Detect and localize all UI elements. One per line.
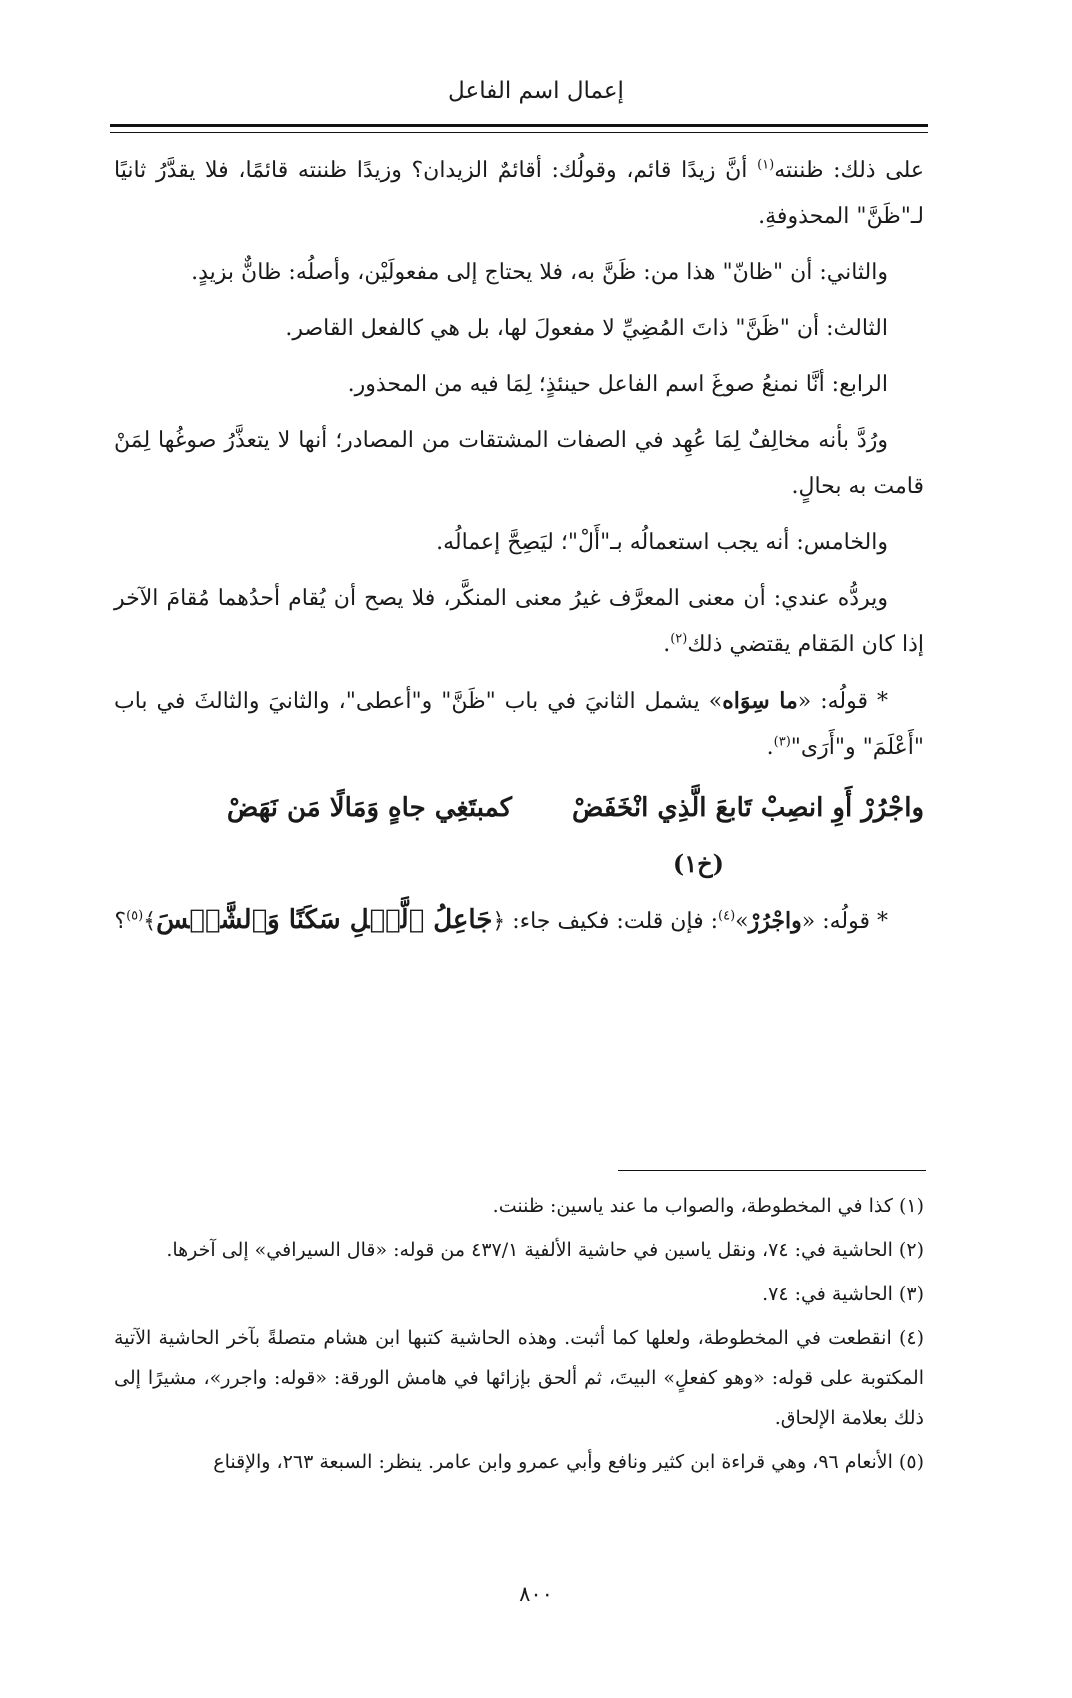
main-text — [114, 148, 924, 955]
paragraph: والخامس: أنه يجب استعمالُه بـ"أَلْ"؛ ليَصِحَّ إعمالُه. — [436, 530, 888, 555]
footnote-ref[interactable]: (٢) — [670, 631, 688, 647]
footnote: (٢) الحاشية في: ٧٤، ونقل ياسين في حاشية الألفية ٤٣٧/١ من قوله: «قال السيرافي» إلى آخرها. — [166, 1239, 924, 1261]
quote-paragraph: * قولُه: «واجْرُرْ»$^{(٤)}$: فإن قلت: فكيف جاء: ﴿جَاعِلُ ٱلَّيۡلِ سَكَنًا وَٱلشَّمۡسَ﴾$^{(٥)}$؟ — [114, 905, 888, 935]
page-number: ٨٠٠ — [519, 1582, 553, 1606]
footnote-ref[interactable]: (٤) — [718, 908, 736, 924]
paragraph: والثاني: أن "ظانّ" هذا من: ظَنَّ به، فلا يحتاج إلى مفعولَيْن، وأصلُه: ظانٌّ بزيدٍ. — [191, 260, 888, 285]
verse-code: (خ١) — [672, 849, 724, 878]
footnote: (٣) الحاشية في: ٧٤. — [762, 1283, 924, 1305]
header-rule-thin — [110, 132, 928, 133]
paragraph: الثالث: أن "ظَنَّ" ذاتَ المُضِيِّ لا مفعولَ لها، بل هي كالفعل القاصر. — [285, 316, 888, 341]
quran-verse: جَاعِلُ ٱلَّيۡلِ سَكَنًا وَٱلشَّمۡسَ — [156, 905, 493, 935]
paragraph: على ذلك: ظننته$^{(١)}$ أنَّ زيدًا قائم، وقولُك: أقائمٌ الزيدان؟ وزيدًا ظننته قائمًا، فلا يقدَّرُ ثانيًا لـ"ظَنَّ" المحذوفةِ. — [114, 157, 924, 229]
paragraph: الرابع: أنَّا نمنعُ صوغَ اسم الفاعل حينئذٍ؛ لِمَا فيه من المحذور. — [347, 372, 888, 397]
footnote-separator — [618, 1170, 926, 1171]
header-rule-thick — [110, 124, 928, 127]
verse-hemistich-first: واجْرُرْ أَوِ انصِبْ تَابعَ الَّذِي انْخَفَضْ — [572, 793, 924, 823]
paragraph: ورُدَّ بأنه مخالِفٌ لِمَا عُهِد في الصفات المشتقات من المصادر؛ أنها لا يتعذَّرُ صوغُها لِمَنْ قامت به بحالٍ. — [114, 428, 924, 499]
footnote: (٤) انقطعت في المخطوطة، ولعلها كما أثبت. وهذه الحاشية كتبها ابن هشام متصلةً بآخر الحاشية الآتية المكتوبة على قوله: «وهو كفعلٍ» البيتَ، ثم ألحق بإزائها في هامش الورقة: «قوله: واجرر»، مشيرًا إلى ذلك بعلامة الإلحاق. — [114, 1327, 924, 1429]
verse-hemistich-second: كمبتَغِي جاهٍ وَمَالًا مَن نَهَضْ — [226, 793, 513, 823]
footnote-ref[interactable]: (٣) — [773, 734, 791, 750]
footnotes — [114, 1186, 924, 1486]
footnote-ref[interactable]: (١) — [757, 157, 775, 173]
running-header-title: إعمال اسم الفاعل — [448, 78, 624, 104]
footnote: (١) كذا في المخطوطة، والصواب ما عند ياسين: ظننت. — [492, 1195, 924, 1217]
footnote: (٥) الأنعام ٩٦، وهي قراءة ابن كثير ونافع وأبي عمرو وابن عامر. ينظر: السبعة ٢٦٣، والإقناع — [213, 1451, 924, 1473]
quoted-keyword: ما سِوَاه — [722, 688, 798, 714]
paragraph: ويردُّه عندي: أن معنى المعرَّف غيرُ معنى المنكَّر، فلا يصح أن يُقام أحدُهما مُقامَ الآخر إذا كان المَقام يقتضي ذلك$^{(٢)}$. — [114, 586, 924, 657]
footnote-ref[interactable]: (٥) — [126, 908, 144, 924]
quoted-keyword: واجْرُرْ — [748, 908, 802, 934]
verse-line — [114, 781, 924, 835]
quote-paragraph: * قولُه: «ما سِوَاه» يشمل الثانيَ في باب "ظَنَّ" و"أعطى"، والثانيَ والثالثَ في باب "أَعْلَمَ" و"أَرَى"$^{(٣)}$. — [114, 688, 924, 760]
